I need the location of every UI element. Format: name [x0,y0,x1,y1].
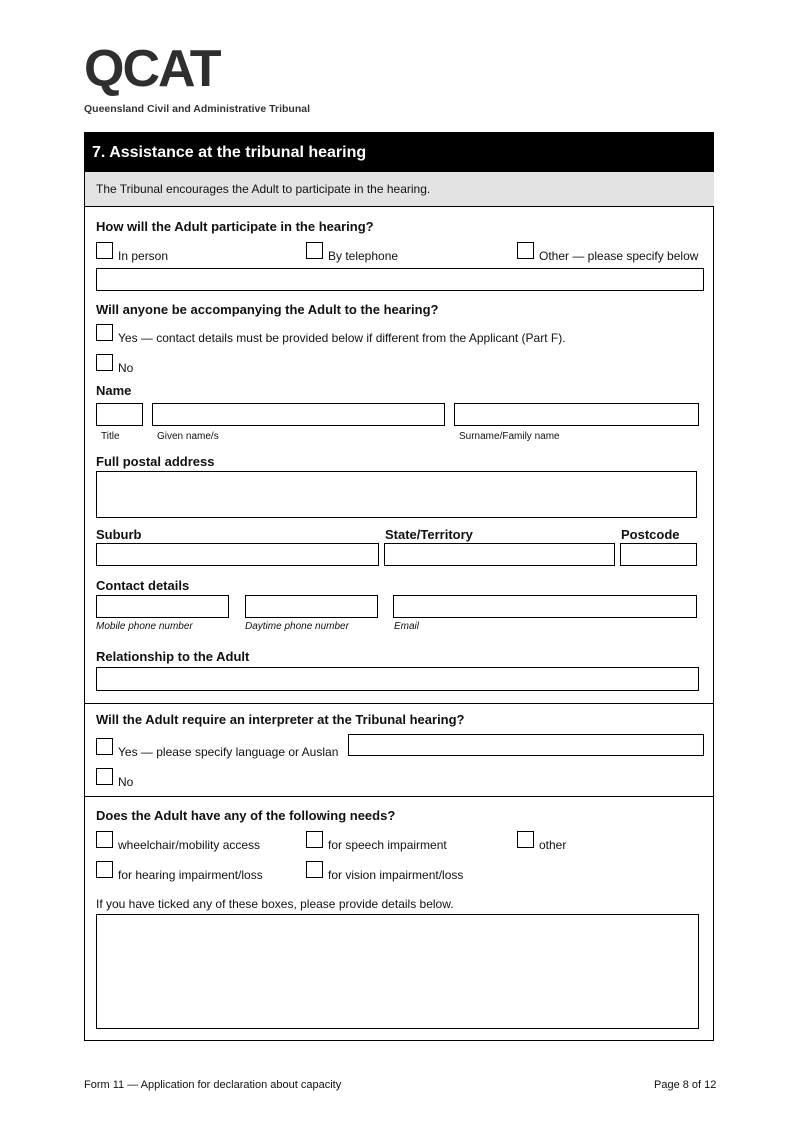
title-caption: Title [101,431,120,442]
in-person-checkbox[interactable] [96,242,113,259]
logo-subtitle: Queensland Civil and Administrative Tribunal [84,103,310,115]
vision-impairment-checkbox[interactable] [306,861,323,878]
by-telephone-checkbox[interactable] [306,242,323,259]
speech-impairment-label: for speech impairment [328,838,447,852]
interpreter-yes-label: Yes — please specify language or Auslan [118,745,339,759]
section-title: 7. Assistance at the tribunal hearing [85,133,714,172]
accompany-no-checkbox[interactable] [96,354,113,371]
interpreter-no-label: No [118,775,134,789]
section-intro: The Tribunal encourages the Adult to participate in the hearing. [85,172,714,207]
relationship-field[interactable] [96,667,699,691]
surname-caption: Surname/Family name [459,431,560,442]
interpreter-no-checkbox[interactable] [96,768,113,785]
surname-field[interactable] [454,403,699,426]
accompany-yes-checkbox[interactable] [96,324,113,341]
wheelchair-label: wheelchair/mobility access [118,838,261,852]
title-field[interactable] [96,403,143,426]
divider [85,703,714,704]
postcode-field[interactable] [620,543,697,566]
daytime-phone-field[interactable] [245,595,378,618]
needs-details-prompt: If you have ticked any of these boxes, please provide details below. [96,897,454,911]
participation-specify-field[interactable] [96,268,704,291]
other-need-label: other [539,838,567,852]
qcat-logo: QCAT [84,40,220,98]
interpreter-yes-checkbox[interactable] [96,738,113,755]
accompany-yes-label: Yes — contact details must be provided below if different from the Applicant (Part F). [118,331,566,345]
given-name-field[interactable] [152,403,445,426]
daytime-caption: Daytime phone number [245,621,349,632]
page-number: Page 8 of 12 [654,1079,717,1091]
wheelchair-checkbox[interactable] [96,831,113,848]
in-person-label: In person [118,249,169,263]
postal-address-heading: Full postal address [96,454,215,469]
other-need-checkbox[interactable] [517,831,534,848]
mobile-field[interactable] [96,595,229,618]
interpreter-language-field[interactable] [348,734,704,756]
hearing-impairment-checkbox[interactable] [96,861,113,878]
postcode-heading: Postcode [621,527,680,542]
mobile-caption: Mobile phone number [96,621,193,632]
needs-details-field[interactable] [96,914,699,1029]
accompany-no-label: No [118,361,134,375]
email-caption: Email [394,621,420,632]
other-participation-checkbox[interactable] [517,242,534,259]
contact-heading: Contact details [96,578,190,593]
hearing-impairment-label: for hearing impairment/loss [118,868,263,882]
postal-address-field[interactable] [96,471,697,518]
needs-question: Does the Adult have any of the following needs? [96,808,396,823]
relationship-heading: Relationship to the Adult [96,649,250,664]
participation-question: How will the Adult participate in the hearing? [96,219,374,234]
form-name: Form 11 — Application for declaration about capacity [84,1079,342,1091]
other-participation-label: Other — please specify below [539,249,699,263]
speech-impairment-checkbox[interactable] [306,831,323,848]
suburb-heading: Suburb [96,527,142,542]
state-heading: State/Territory [385,527,473,542]
email-field[interactable] [393,595,697,618]
by-telephone-label: By telephone [328,249,399,263]
interpreter-question: Will the Adult require an interpreter at the Tribunal hearing? [96,712,465,727]
state-field[interactable] [384,543,615,566]
accompanying-question: Will anyone be accompanying the Adult to the hearing? [96,302,439,317]
vision-impairment-label: for vision impairment/loss [328,868,464,882]
divider [85,796,714,797]
given-name-caption: Given name/s [157,431,219,442]
suburb-field[interactable] [96,543,379,566]
name-heading: Name [96,383,132,398]
